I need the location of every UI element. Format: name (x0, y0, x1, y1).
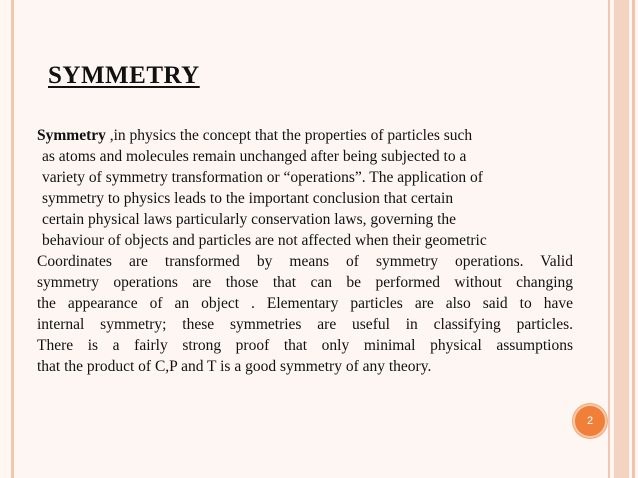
right-border-edge (632, 0, 635, 478)
body-line-1 (37, 126, 472, 146)
body-line-1-text: ,in physics the concept that the properties of particles such (105, 127, 473, 144)
body-line-10: internal symmetry; these symmetries are useful in classifying particles. (37, 316, 573, 333)
body-line-5: certain physical laws particularly conservation laws, governing the (42, 211, 457, 228)
body-line-6: behaviour of objects and particles are not affected when their geometric (42, 232, 487, 249)
body-line-9: the appearance of an object . Elementary particles are also said to have (37, 295, 573, 312)
body-line-8: symmetry operations are those that can be performed without changing (37, 274, 573, 291)
body-line-4: symmetry to physics leads to the important conclusion that certain (42, 190, 454, 207)
page-number-badge: 2 (573, 404, 607, 438)
body-line-2: as atoms and molecules remain unchanged after being subjected to a (42, 148, 467, 165)
right-border-band (614, 0, 629, 478)
right-border-line (608, 0, 610, 478)
lead-term: Symmetry (37, 127, 106, 144)
body-line-3: variety of symmetry transformation or “operations”. The application of (42, 169, 483, 186)
left-border-line (11, 0, 14, 478)
slide-title: SYMMETRY (48, 62, 200, 89)
body-line-12: that the product of C,P and T is a good symmetry of any theory. (37, 358, 432, 375)
body-line-7: Coordinates are transformed by means of symmetry operations. Valid (37, 253, 573, 270)
body-line-11: There is a fairly strong proof that only minimal physical assumptions (37, 337, 573, 354)
